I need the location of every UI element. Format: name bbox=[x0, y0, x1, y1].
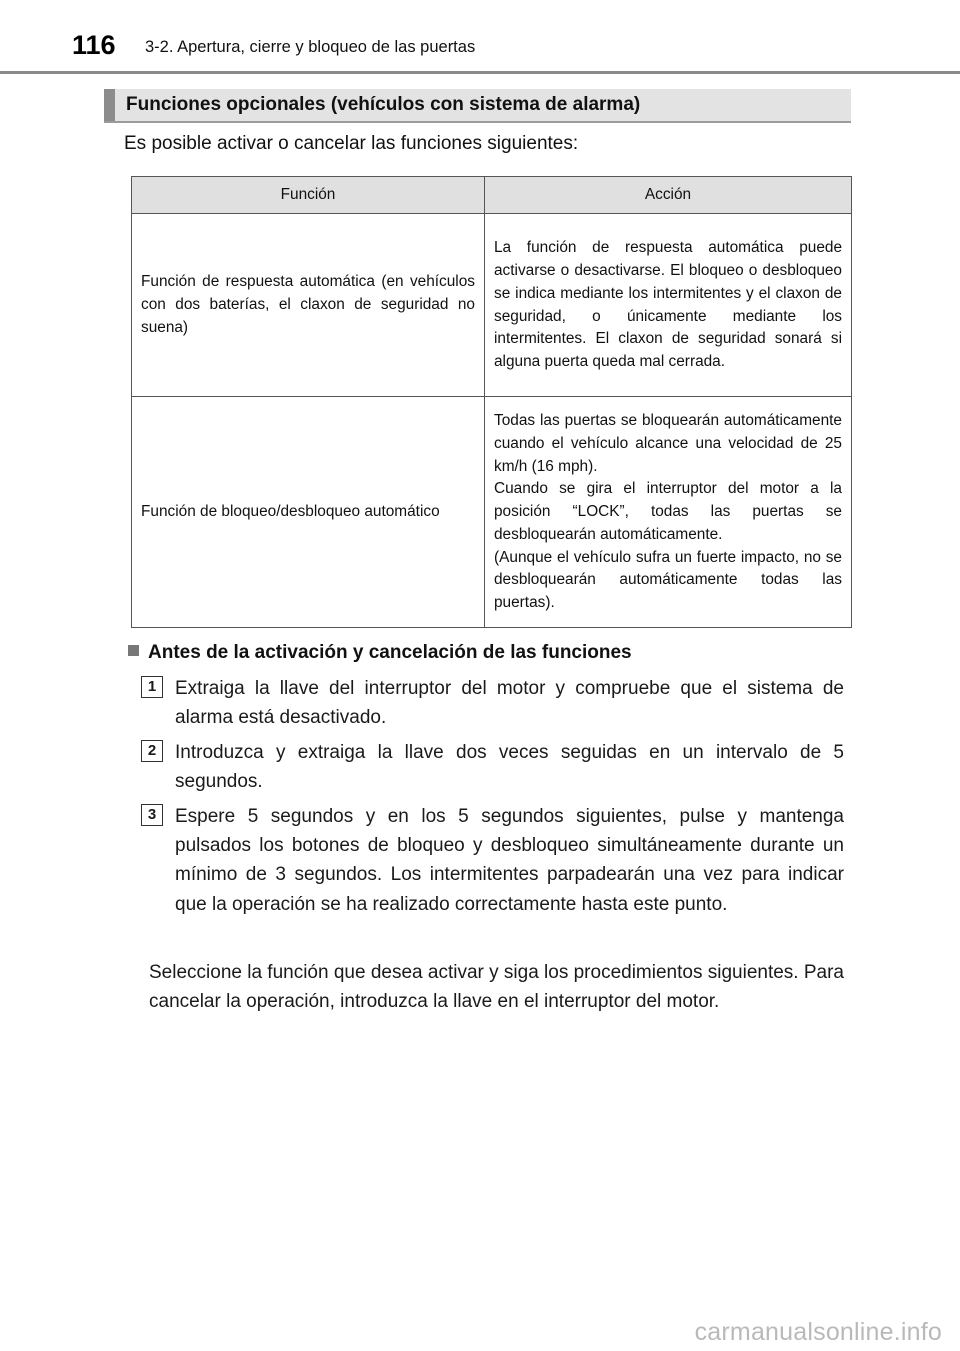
chapter-title: 3-2. Apertura, cierre y bloqueo de las puertas bbox=[145, 38, 476, 56]
table-row bbox=[132, 397, 852, 628]
section-heading-marker bbox=[104, 89, 115, 121]
step-item bbox=[141, 802, 844, 919]
action-paragraph: (Aunque el vehículo sufra un fuerte impacto, no se desbloquearán automáticamente todas las puertas). bbox=[494, 548, 842, 612]
column-header-function: Función bbox=[132, 177, 485, 214]
section-intro: Es posible activar o cancelar las funciones siguientes: bbox=[124, 133, 579, 154]
action-cell bbox=[485, 397, 852, 628]
table-header-row bbox=[132, 177, 852, 214]
action-paragraph: La función de respuesta automática puede activarse o desactivarse. El bloqueo o desbloqueo se indica mediante los intermitentes y el claxon de seguridad, o únicamente mediante los intermitentes. El claxon de seguridad sonará si alguna puerta queda mal cerrada. bbox=[494, 239, 842, 371]
column-header-action: Acción bbox=[485, 177, 852, 214]
section-heading bbox=[104, 89, 851, 123]
section-title: Funciones opcionales (vehículos con sistema de alarma) bbox=[126, 94, 641, 115]
step-item bbox=[141, 738, 844, 796]
subsection-heading bbox=[128, 642, 632, 664]
table-row bbox=[132, 214, 852, 397]
function-cell: Función de respuesta automática (en vehículos con dos baterías, el claxon de seguridad no suena) bbox=[132, 214, 485, 397]
functions-table bbox=[131, 176, 852, 628]
step-number-badge: 1 bbox=[141, 676, 163, 698]
step-text: Espere 5 segundos y en los 5 segundos siguientes, pulse y mantenga pulsados los botones de bloqueo y desbloqueo simultáneamente durante un mínimo de 3 segundos. Los intermitentes parpadearán una vez para indicar que la operación se ha realizado correctamente hasta este punto. bbox=[175, 806, 844, 915]
step-text: Introduzca y extraiga la llave dos veces seguidas en un intervalo de 5 segundos. bbox=[175, 742, 844, 793]
action-cell bbox=[485, 214, 852, 397]
watermark: carmanualsonline.info bbox=[694, 1318, 942, 1346]
page-number: 116 bbox=[72, 30, 116, 60]
step-number-badge: 2 bbox=[141, 740, 163, 762]
action-paragraph: Cuando se gira el interruptor del motor a la posición “LOCK”, todas las puertas se desbloquearán automáticamente. bbox=[494, 480, 842, 543]
subsection-title: Antes de la activación y cancelación de las funciones bbox=[148, 642, 632, 663]
closing-paragraph: Seleccione la función que desea activar y siga los procedimientos siguientes. Para cancelar la operación, introduzca la llave en el interruptor del motor. bbox=[149, 962, 844, 1013]
step-number-badge: 3 bbox=[141, 804, 163, 826]
step-text: Extraiga la llave del interruptor del motor y compruebe que el sistema de alarma está desactivado. bbox=[175, 678, 844, 729]
square-bullet-icon bbox=[128, 645, 139, 656]
header-divider bbox=[0, 71, 960, 74]
step-item bbox=[141, 674, 844, 732]
function-cell: Función de bloqueo/desbloqueo automático bbox=[132, 397, 485, 628]
action-paragraph: Todas las puertas se bloquearán automáticamente cuando el vehículo alcance una velocidad de 25 km/h (16 mph). bbox=[494, 411, 842, 475]
